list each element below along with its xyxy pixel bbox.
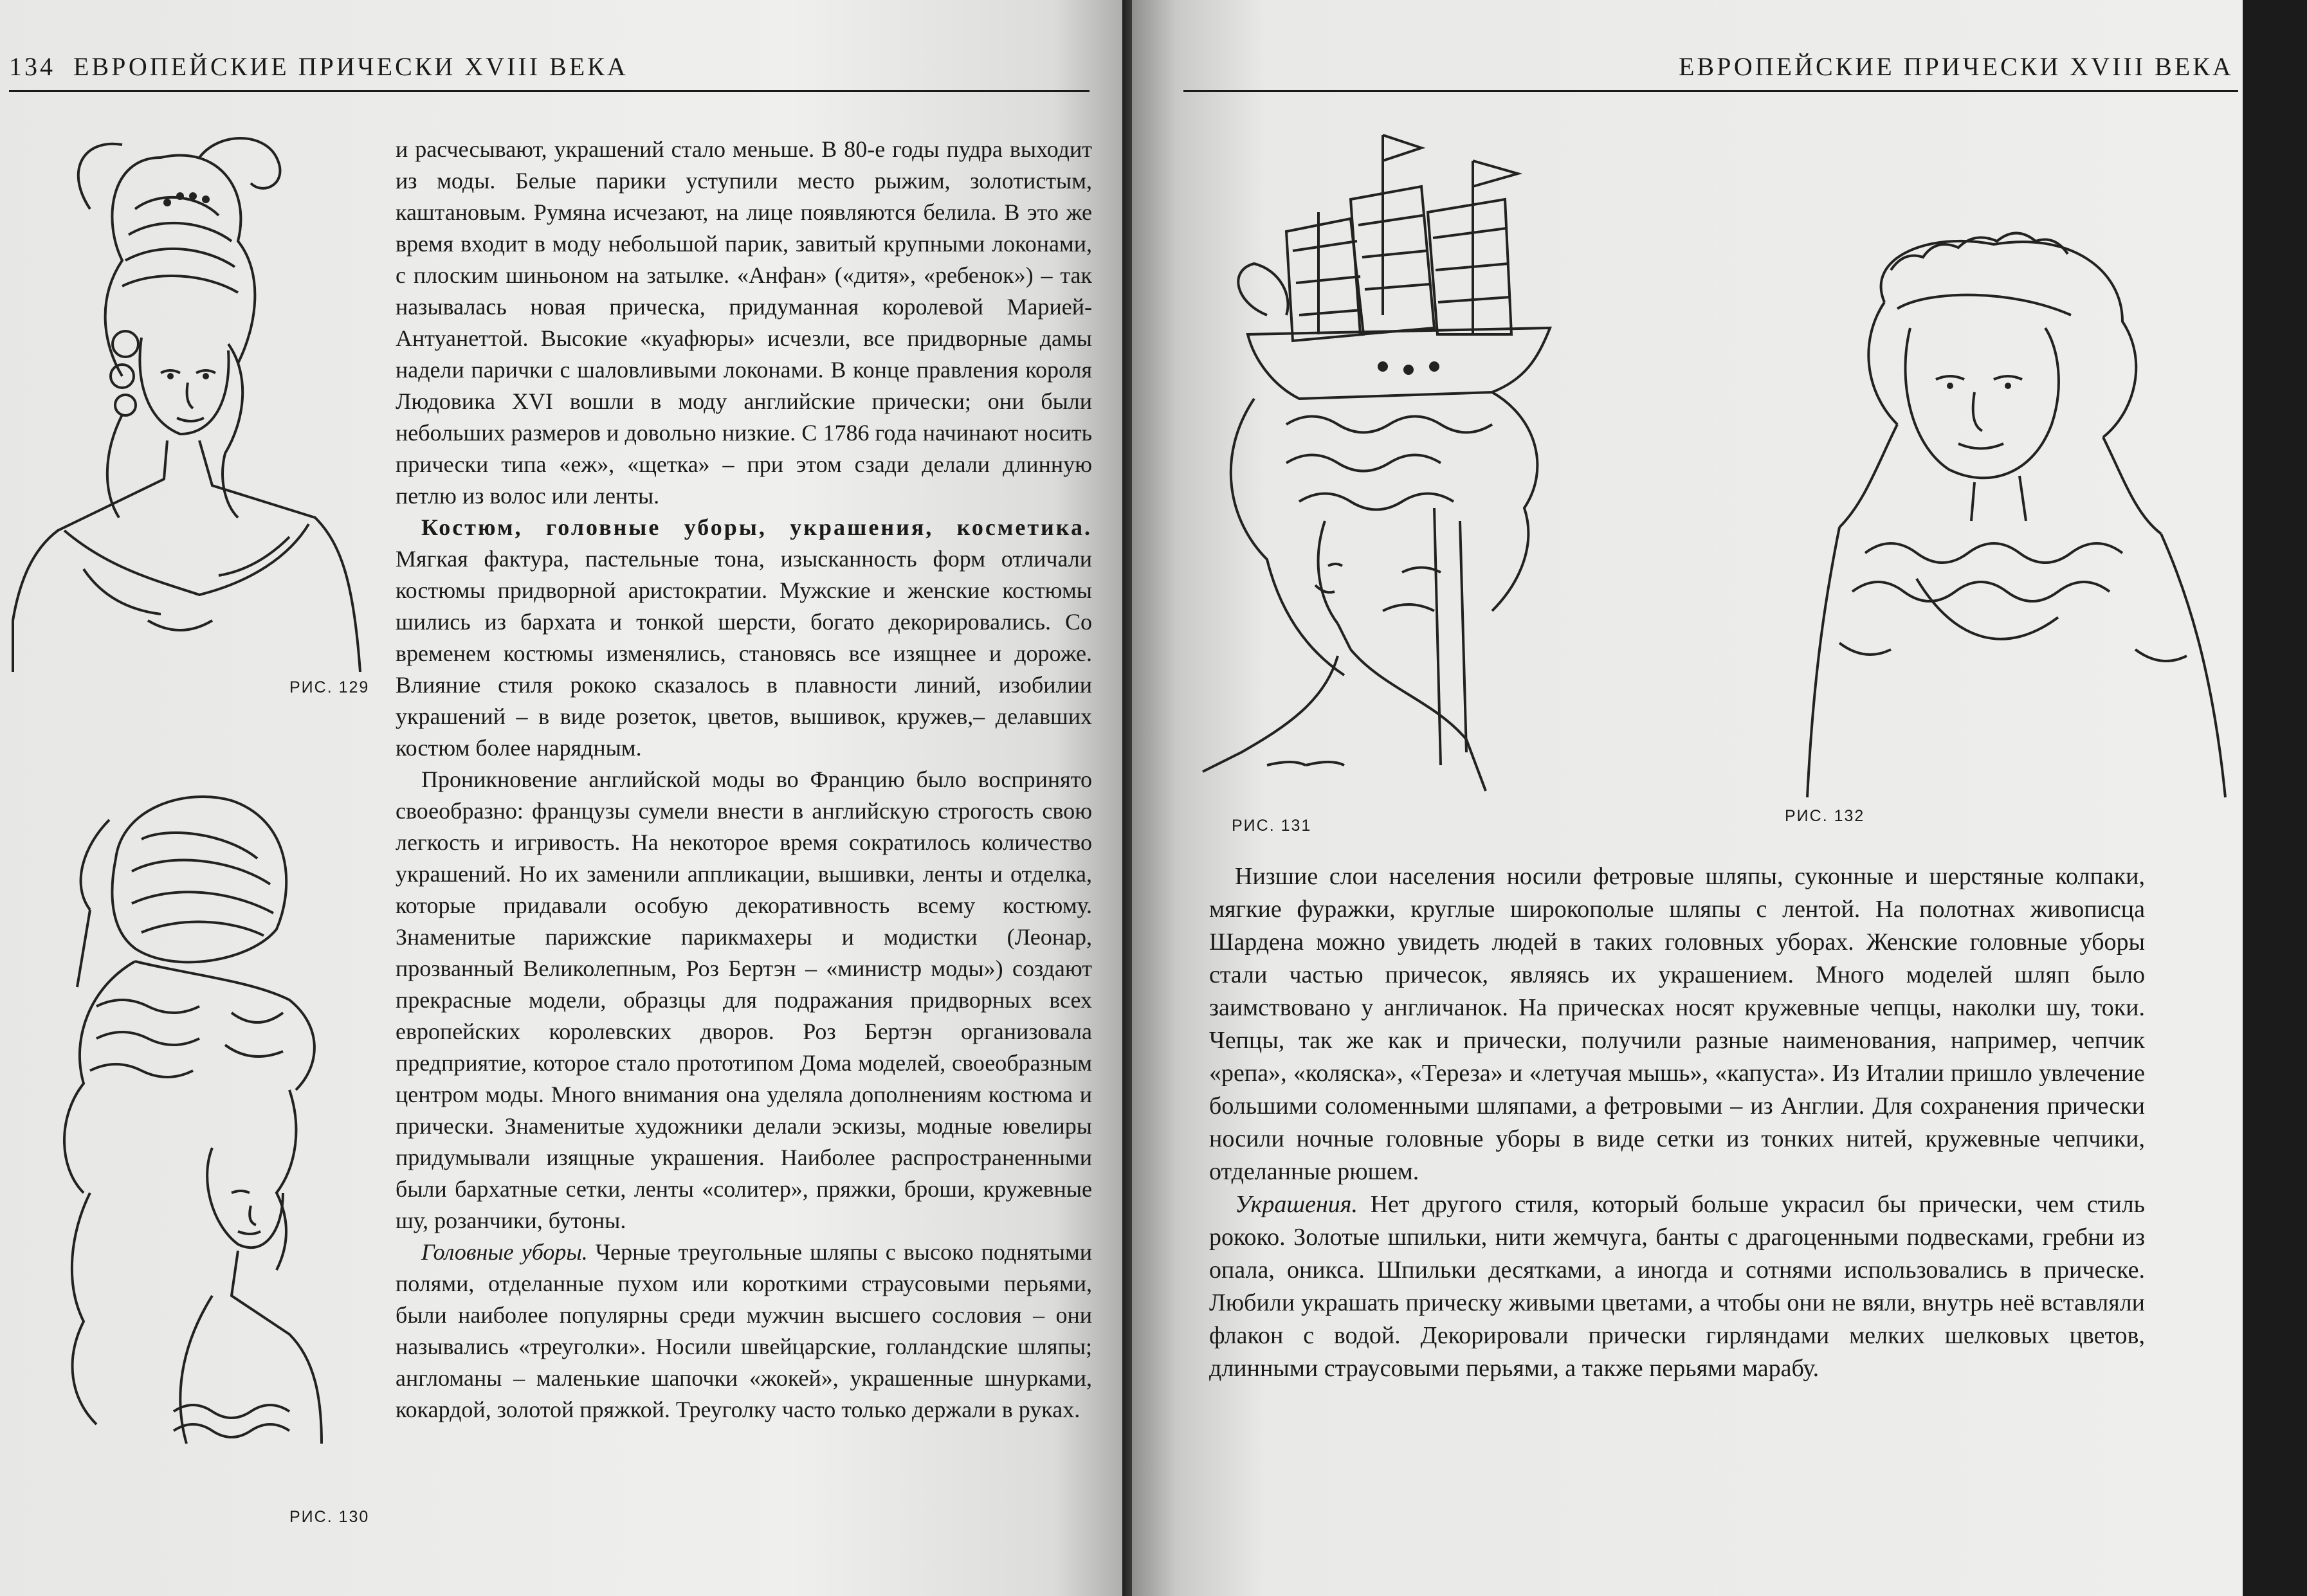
right-paragraph-1: Низшие слои населения носили фетровые шляпы, суконные и шерстяные колпаки, мягкие фуражки, круглые широкополые шляпы с лентой. На полотнах живописца Шардена можно увидеть людей в таких головных уборах. Женские головные уборы стали частью причесок, являясь их украшением. Много моделей шляп было заимствовано у англичанок. На прическах носят кружевные чепцы, наколки шу, токи. Чепцы, так же как и прически, получили разные наименования, например, чепчик «репа», «коляска», «Тереза» и «летучая мышь», «капуста». Из Италии пришло увлечение большими соломенными шляпами, а фетровыми – из Англии. Для сохранения прически носили ночные головные уборы в виде сетки из тонких нитей, кружевные чепчики, отделанные рюшем. — [1209, 863, 2145, 1185]
left-page-text — [396, 134, 1092, 1426]
left-paragraph-4 — [396, 1237, 1092, 1426]
figure-130-caption: РИС. 130 — [289, 1508, 370, 1526]
left-page-number: 134 — [9, 52, 55, 81]
right-running-header — [1679, 51, 2307, 82]
right-page-text — [1209, 860, 2145, 1385]
left-running-title: ЕВРОПЕЙСКИЕ ПРИЧЕСКИ XVIII ВЕКА — [73, 52, 628, 81]
headwear-lead: Головные уборы. — [421, 1239, 588, 1265]
figure-130-illustration — [19, 781, 367, 1508]
left-running-header — [9, 51, 628, 82]
left-header-rule — [9, 90, 1090, 92]
figure-132-caption: РИС. 132 — [1785, 807, 1865, 825]
left-paragraph-2 — [396, 512, 1092, 764]
right-paragraph-2 — [1209, 1188, 2145, 1385]
right-running-title: ЕВРОПЕЙСКИЕ ПРИЧЕСКИ XVIII ВЕКА — [1679, 52, 2234, 81]
right-page — [1132, 0, 2307, 1596]
left-page — [0, 0, 1132, 1596]
figure-132-illustration — [1801, 231, 2238, 810]
left-paragraph-1: и расчесывают, украшений стало меньше. В 80-е годы пудра выходит из моды. Белые парики уступили место рыжим, золотистым, каштановым. Румяна исчезают, на лице появляются белила. В это же время входит в моду небольшой парик, завитый крупными локонами, с плоским шиньоном на затылке. «Анфан» («дитя», «ребенок») – так называлась новая прическа, придуманная королевой Марией-Антуанеттой. Высокие «куафюры» исчезли, все придворные дамы надели парички с шаловливыми локонами. В конце правления короля Людовика XVI вошли в моду английские прически; они были небольших размеров и довольно низкие. С 1786 года начинают носить прически типа «еж», «щетка» – при этом сзади делали длинную петлю из волос или ленты. — [396, 136, 1092, 509]
ornaments-lead: Украшения. — [1235, 1191, 1358, 1218]
headwear-text: Черные треугольные шляпы с высоко поднятыми полями, отделанные пухом или короткими страусовыми перьями, были наиболее популярны среди мужчин высшего сословия – они назывались «треуголки». Носили швейцарские, голландские шляпы; англоманы – маленькие шапочки «жокей», украшенные шнурками, кокардой, золотой пряжкой. Треуголку часто только держали в руках. — [396, 1239, 1092, 1422]
ornaments-text: Нет другого стиля, который больше украсил бы прически, чем стиль рококо. Золотые шпильки, нити жемчуга, банты с драгоценными подвесками, гребни из опала, оникса. Шпильки десятками, а иногда и сотнями использовались в прическе. Любили украшать прическу живыми цветами, а чтобы они не вяли, внутрь неё вставляли флакон с водой. Декорировали прически гирляндами мелких шелковых цветов, длинными страусовыми перьями, а также перьями марабу. — [1209, 1191, 2145, 1382]
right-header-rule — [1183, 90, 2238, 92]
figure-131-illustration — [1190, 122, 1679, 804]
section-heading: Костюм, головные уборы, украшения, косметика. — [421, 514, 1092, 540]
figure-129-illustration — [6, 132, 367, 672]
left-paragraph-3: Проникновение английской моды во Францию было воспринято своеобразно: французы сумели внести в английскую строгость свою легкость и игривость. На некоторое время сократилось количество украшений. Но их заменили аппликации, вышивки, ленты и отделка, которые придавали особую декоративность всему костюму. Знаменитые парижские парикмахеры и модистки (Леонар, прозванный Великолепным, Роз Бертэн – «министр моды») создают прекрасные модели, образцы для подражания придворных всех европейских королевских дворов. Роз Бертэн организовала предприятие, которое стало прототипом Дома моделей, своеобразным центром моды. Много внимания она уделяла дополнениям костюма и прически. Знаменитые художники делали эскизы, модные ювелиры придумывали изящные украшения. Наиболее распространенными были бархатные сетки, ленты «солитер», пряжки, броши, кружевные шу, розанчики, бутоны. — [396, 766, 1092, 1233]
figure-131-caption: РИС. 131 — [1232, 817, 1312, 835]
section-paragraph: Мягкая фактура, пастельные тона, изысканность форм отличали костюмы придворной аристократии. Мужские и женские костюмы шились из бархата и тонкой шерсти, богато декорировались. Со временем костюмы изменялись, становясь все изящнее и дороже. Влияние стиля рококо сказалось в плавности линий, изобилии украшений – в виде розеток, цветов, вышивок, кружев,– делавших костюм более нарядным. — [396, 546, 1092, 761]
figure-129-caption: РИС. 129 — [289, 678, 370, 696]
right-page-number: 135 — [2260, 52, 2307, 81]
